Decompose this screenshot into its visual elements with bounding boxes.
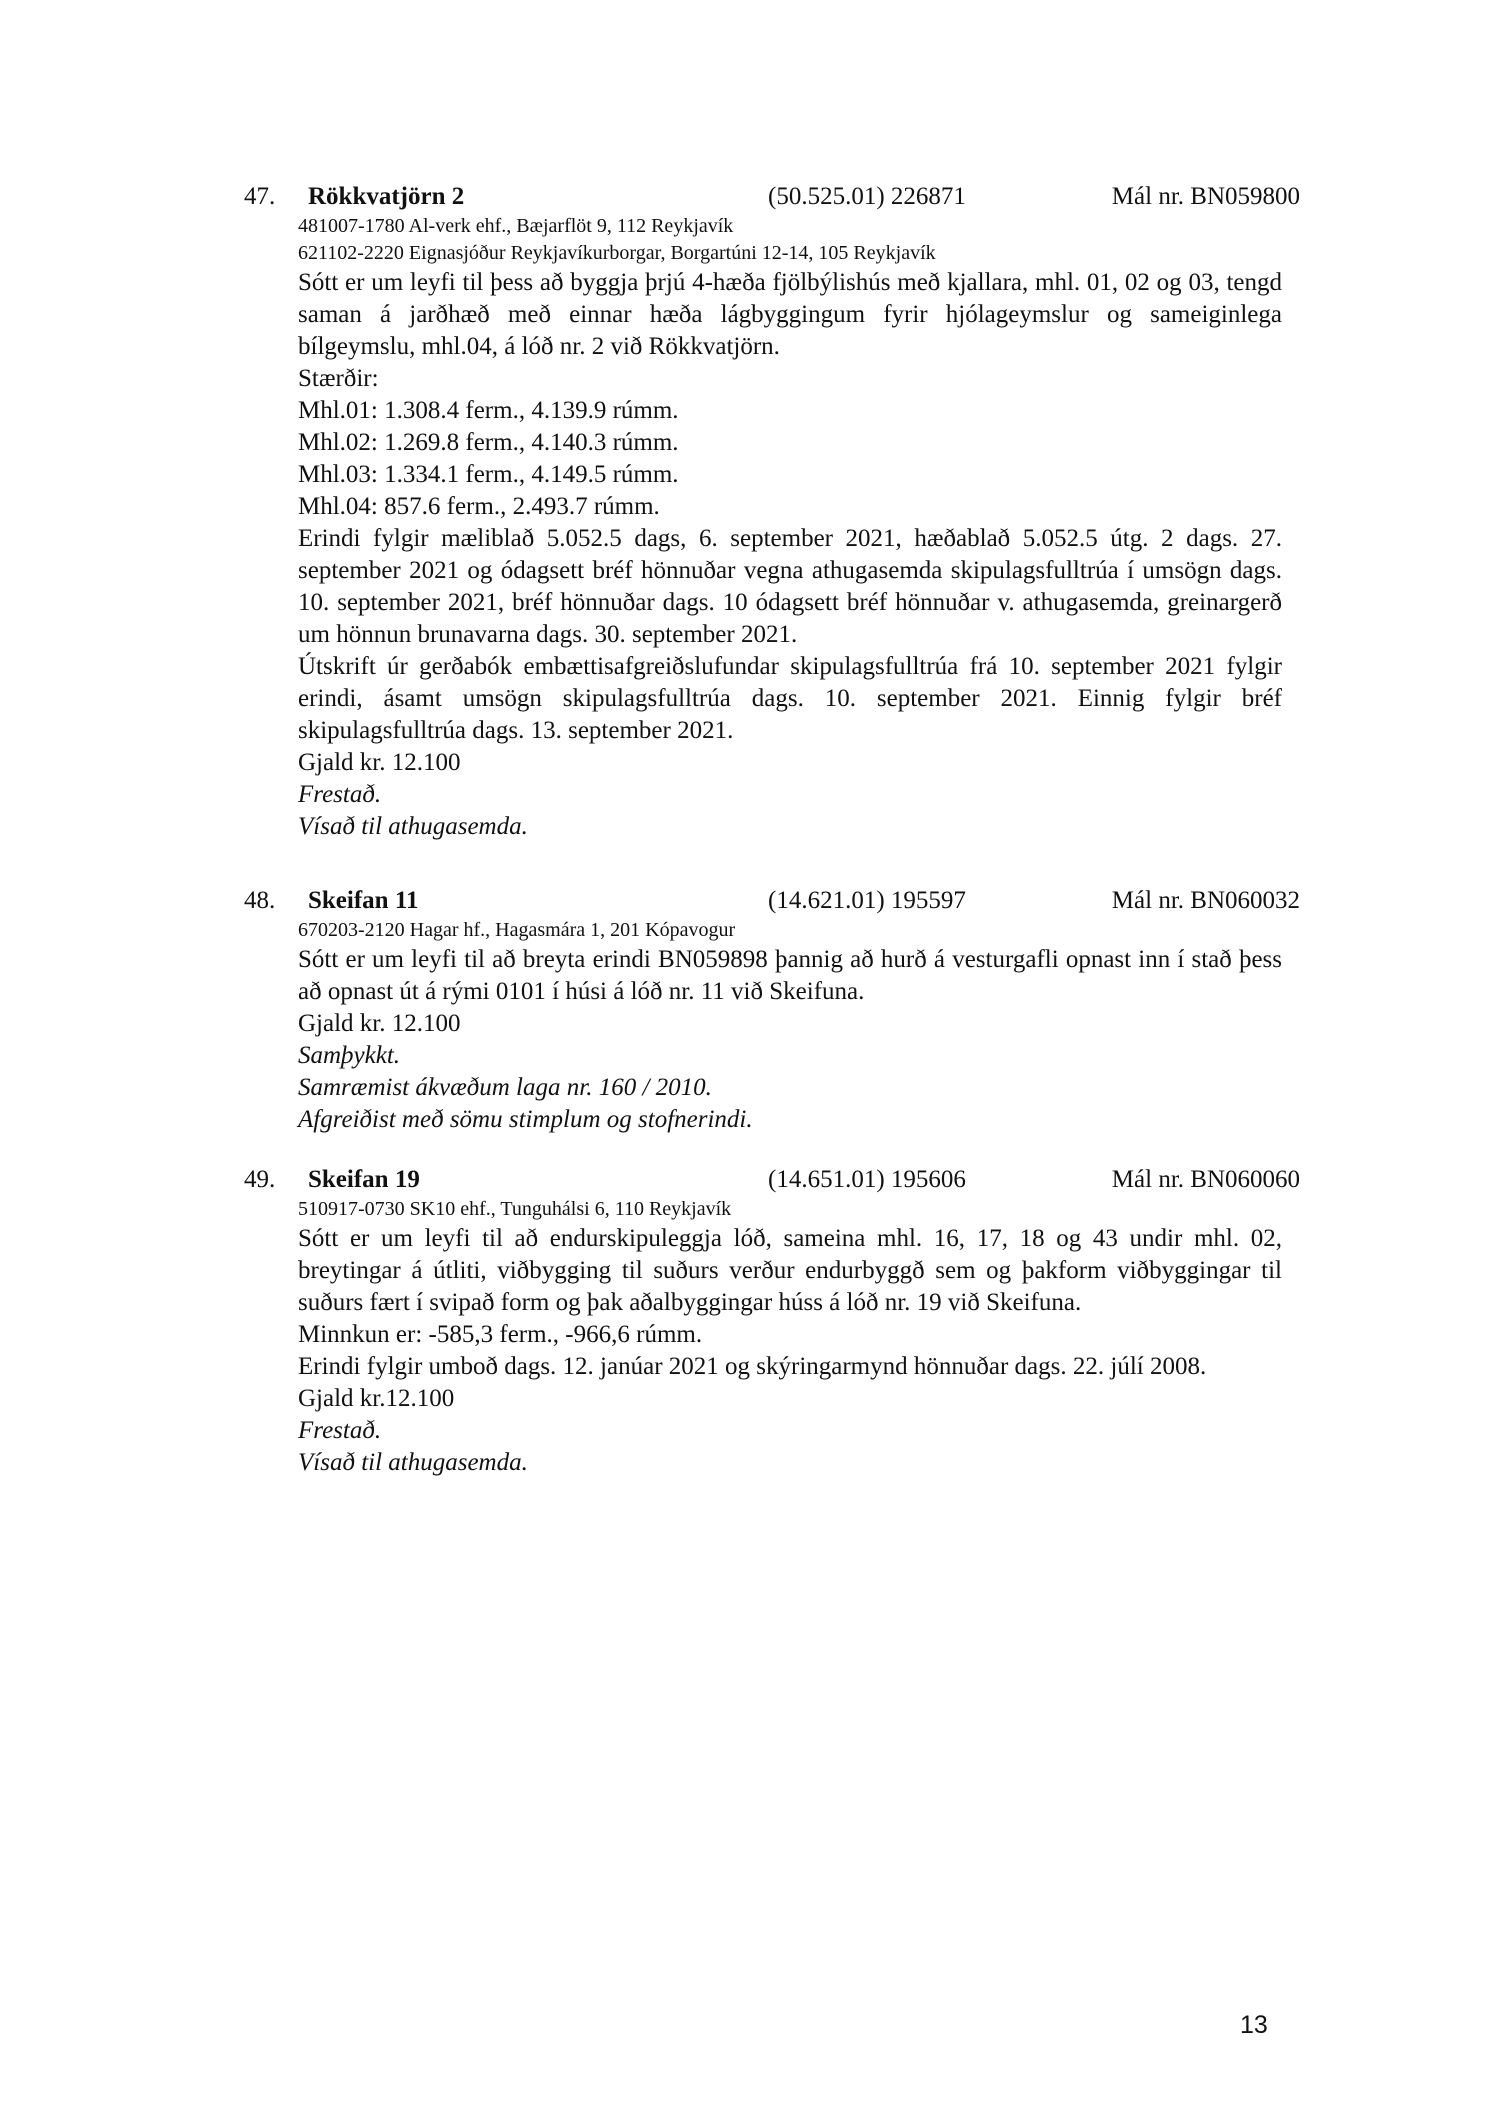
decision: Afgreiðist með sömu stimplum og stofnerindi. xyxy=(298,1106,753,1133)
decision: Samþykkt. xyxy=(298,1042,401,1069)
item-reference: (14.651.01) 195606 xyxy=(768,1166,966,1193)
item-header xyxy=(244,884,1300,917)
description: Sótt er um leyfi til að breyta erindi BN059898 þannig að hurð á vesturgafli opnast inn í stað þess að opnast út á rými 0101 í húsi á lóð nr. 11 við Skeifuna. xyxy=(298,946,1282,1005)
fee: Gjald kr. 12.100 xyxy=(298,1010,461,1037)
size-line: Mhl.04: 857.6 ferm., 2.493.7 rúmm. xyxy=(298,493,660,520)
extract: Útskrift úr gerðabók embættisafgreiðslufundar skipulagsfulltrúa frá 10. september 2021 fylgir erindi, ásamt umsögn skipulagsfulltrúa dags. 10. september 2021. Einnig fylgir bréf skipulagsfulltrúa dags. 13. september 2021. xyxy=(298,653,1282,744)
page-number: 13 xyxy=(1240,2011,1268,2039)
applicant: 621102-2220 Eignasjóður Reykjavíkurborgar, Borgartúni 12-14, 105 Reykjavík xyxy=(298,242,936,264)
attachments: Erindi fylgir mæliblað 5.052.5 dags, 6. september 2021, hæðablað 5.052.5 útg. 2 dags. 27. september 2021 og ódagsett bréf hönnuðar vegna athugasemda skipulagsfulltrúa í umsögn dags. 10. september 2021, bréf hönnuðar dags. 10 ódagsett bréf hönnuðar v. athugasemda, greinargerð um hönnun brunavarna dags. 30. september 2021. xyxy=(298,525,1282,648)
item-header xyxy=(244,180,1300,213)
decision: Samræmist ákvæðum laga nr. 160 / 2010. xyxy=(298,1074,712,1101)
agenda-item-48 xyxy=(244,884,1300,1136)
applicant: 670203-2120 Hagar hf., Hagasmára 1, 201 Kópavogur xyxy=(298,919,736,941)
size-line: Mhl.03: 1.334.1 ferm., 4.149.5 rúmm. xyxy=(298,461,679,488)
decision: Frestað. xyxy=(298,781,382,808)
item-number: 47. xyxy=(244,183,276,210)
item-title: Skeifan 19 xyxy=(308,1166,420,1193)
applicant: 510917-0730 SK10 ehf., Tunguhálsi 6, 110 Reykjavík xyxy=(298,1198,732,1220)
case-number: Mál nr. BN060032 xyxy=(1111,887,1300,914)
reduction: Minnkun er: -585,3 ferm., -966,6 rúmm. xyxy=(298,1321,703,1348)
applicant: 481007-1780 Al-verk ehf., Bæjarflöt 9, 112 Reykjavík xyxy=(298,215,734,237)
item-title: Rökkvatjörn 2 xyxy=(308,183,465,210)
sizes-label: Stærðir: xyxy=(298,365,379,392)
fee: Gjald kr. 12.100 xyxy=(298,749,461,776)
decision: Vísað til athugasemda. xyxy=(298,1449,528,1476)
fee: Gjald kr.12.100 xyxy=(298,1385,455,1412)
item-body xyxy=(298,1196,1282,1479)
description: Sótt er um leyfi til að endurskipuleggja lóð, sameina mhl. 16, 17, 18 og 43 undir mhl. 02, breytingar á útliti, viðbygging til suðurs verður endurbyggð sem og þakform viðbyggingar til suðurs fært í svipað form og þak aðalbyggingar húss á lóð nr. 19 við Skeifuna. xyxy=(298,1225,1282,1316)
size-line: Mhl.02: 1.269.8 ferm., 4.140.3 rúmm. xyxy=(298,429,679,456)
item-reference: (14.621.01) 195597 xyxy=(768,887,966,914)
size-line: Mhl.01: 1.308.4 ferm., 4.139.9 rúmm. xyxy=(298,397,679,424)
decision: Frestað. xyxy=(298,1417,382,1444)
item-number: 49. xyxy=(244,1166,276,1193)
agenda-item-47 xyxy=(244,180,1300,843)
item-title: Skeifan 11 xyxy=(308,887,419,914)
item-body xyxy=(298,213,1282,843)
description: Sótt er um leyfi til þess að byggja þrjú 4-hæða fjölbýlishús með kjallara, mhl. 01, 02 og 03, tengd saman á jarðhæð með einnar hæða lágbyggingum fyrir hjólageymslur og sameiginlega bílgeymslu, mhl.04, á lóð nr. 2 við Rökkvatjörn. xyxy=(298,269,1282,360)
attachments: Erindi fylgir umboð dags. 12. janúar 2021 og skýringarmynd hönnuðar dags. 22. júlí 2008. xyxy=(298,1353,1207,1380)
case-number: Mál nr. BN059800 xyxy=(1111,183,1300,210)
case-number: Mál nr. BN060060 xyxy=(1111,1166,1300,1193)
item-reference: (50.525.01) 226871 xyxy=(768,183,966,210)
decision: Vísað til athugasemda. xyxy=(298,813,528,840)
item-body xyxy=(298,917,1282,1136)
agenda-item-49 xyxy=(244,1163,1300,1479)
item-header xyxy=(244,1163,1300,1196)
item-number: 48. xyxy=(244,887,276,914)
